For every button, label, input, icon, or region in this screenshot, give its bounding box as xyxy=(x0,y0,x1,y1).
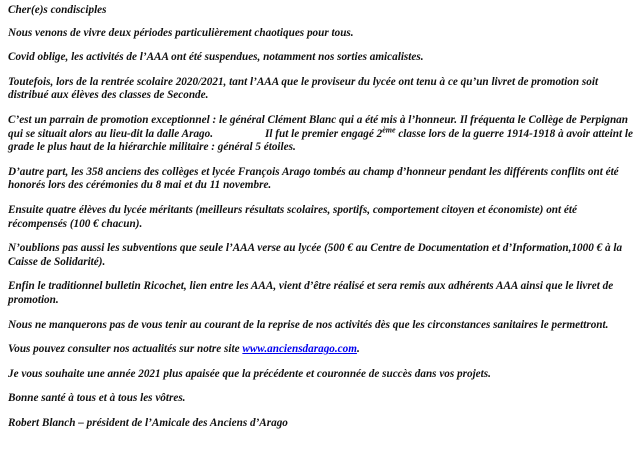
greeting: Cher(e)s condisciples xyxy=(8,4,107,16)
paragraph-subsidies: N’oublions pas aussi les subventions que seule l’AAA verse au lycée (500 € au Centre de Documentation et d’Information,1000 € à la Caisse de Solidarité). xyxy=(8,242,623,268)
paragraph-covid: Covid oblige, les activités de l’AAA ont été suspendues, notamment nos sorties amicalistes. xyxy=(8,51,424,64)
paragraph-student-awards: Ensuite quatre élèves du lycée méritants (meilleurs résultats scolaires, sportifs, comportement citoyen et économiste) ont été récompensés (100 € chacun). xyxy=(8,203,577,230)
superscript-eme: ème xyxy=(382,124,396,134)
general-blanc-text-a: C’est un parrain de promotion exceptionnel : le général Clément Blanc qui a été mis à l’honneur. Il fréquenta le Collège de Perpignan qui se situait alors au lieu-dit la dalle Arago. xyxy=(8,113,628,140)
paragraph-fallen-alumni: D’autre part, les 358 anciens des collèges et lycée François Arago tombés au champ d’honneur pendant les différents conflits ont été honorés lors des cérémonies du 8 mai et du 11 novembre. xyxy=(8,165,619,192)
letter-body xyxy=(8,4,636,441)
paragraph-updates: Nous ne manquerons pas de vous tenir au courant de la reprise de nos activités dès que les circonstances sanitaires le permettront. xyxy=(8,318,609,331)
paragraph-ricochet-bulletin: Enfin le traditionnel bulletin Ricochet, lien entre les AAA, vient d’être réalisé et sera remis aux adhérents AAA ainsi que le livret de promotion. xyxy=(8,280,614,306)
paragraph-periods: Nous venons de vivre deux périodes particulièrement chaotiques pour tous. xyxy=(8,26,354,39)
general-blanc-text-c: classe lors de la guerre 1914-1918 à avoir atteint le grade le plus haut de la hiérarchie militaire : général 5 étoiles. xyxy=(8,127,633,154)
general-blanc-text-b: Il fut le premier engagé 2 xyxy=(265,127,383,140)
paragraph-general-blanc xyxy=(8,114,636,155)
website-text-before: Vous pouvez consulter nos actualités sur notre site xyxy=(8,343,243,356)
paragraph-promotion-booklet: Toutefois, lors de la rentrée scolaire 2020/2021, tant l’AAA que le proviseur du lycée ont tenu à ce qu’un livret de promotion soit distribué aux élèves des classes de Seconde. xyxy=(8,75,599,102)
paragraph-health: Bonne santé à tous et à tous les vôtres. xyxy=(8,392,186,405)
paragraph-wishes: Je vous souhaite une année 2021 plus apaisée que la précédente et couronnée de succès dans vos projets. xyxy=(8,367,491,380)
website-text-after: . xyxy=(356,343,360,356)
paragraph-website xyxy=(8,343,636,357)
website-link[interactable]: www.anciensdarago.com xyxy=(242,343,357,356)
signature: Robert Blanch – président de l’Amicale des Anciens d’Arago xyxy=(8,416,288,429)
